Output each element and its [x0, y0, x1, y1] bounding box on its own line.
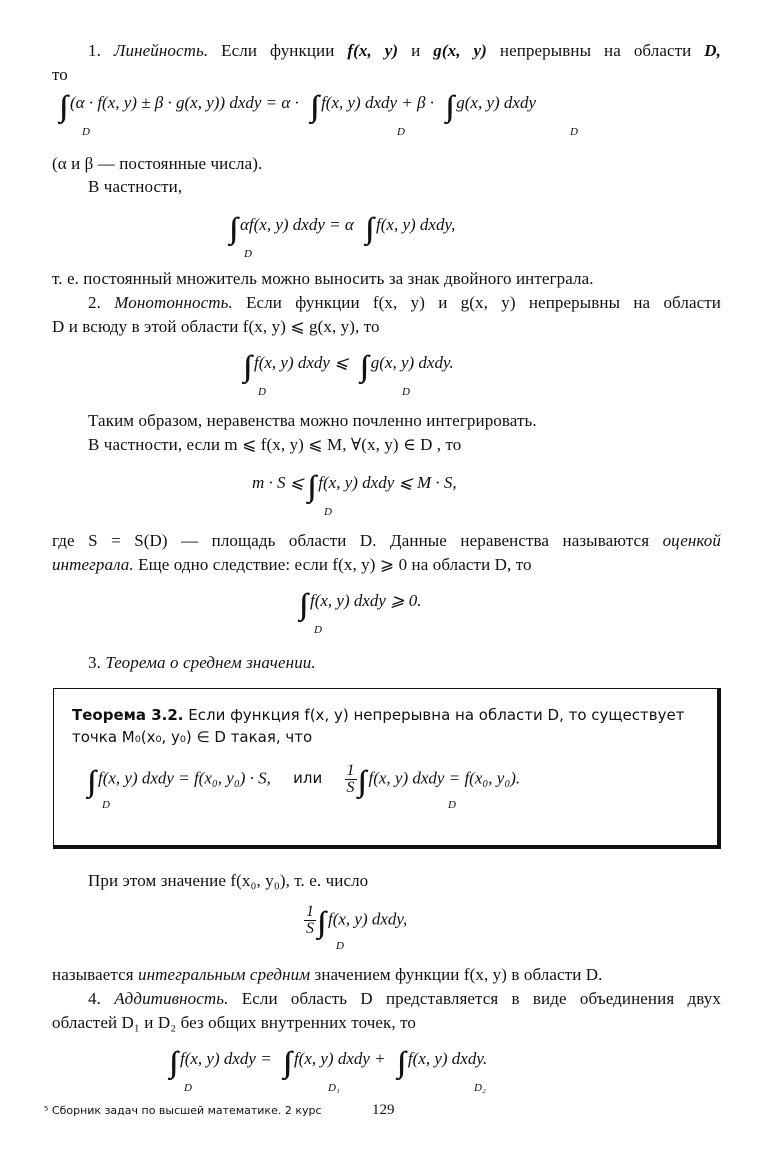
monotonicity-line-2: D и всюду в этой области f(x, y) ⩽ g(x, y), то [52, 317, 380, 336]
equation-constant-factor: αf(x, y) dxdy = α f(x, y) dxdy, D [240, 215, 456, 260]
estimate-line-1: где S = S(D) — площадь области D. Данные неравенства называются оценкой [52, 531, 721, 550]
in-particular-2: В частности, если m ⩽ f(x, y) ⩽ M, ∀(x, y) ∈ D , то [88, 435, 462, 454]
linearity-line-2: то [52, 65, 68, 84]
theorem-line-2: точка M₀(x₀, y₀) ∈ D такая, что [72, 728, 313, 746]
additivity-line-1: 4. Аддитивность. Если область D представляется в виде объединения двух [88, 989, 721, 1008]
theorem-line-1: Теорема 3.2. Если функция f(x, y) непрерывна на области D, то существует [72, 706, 685, 724]
theorem-box [53, 688, 721, 849]
constants-note: (α и β — постоянные числа). [52, 154, 263, 173]
page-number: 129 [372, 1102, 395, 1118]
equation-monotonicity: f(x, y) dxdy ⩽ g(x, y) dxdy. D D [254, 353, 454, 398]
monotonicity-line-1: 2. Монотонность. Если функции f(x, y) и g(x, y) непрерывны на области [88, 293, 721, 312]
additivity-line-2: областей D₁ и D₂ без общих внутренних точек, то [52, 1013, 416, 1032]
term-integral-mean: интегральным средним [138, 965, 311, 984]
inequality-note: Таким образом, неравенства можно почленно интегрировать. [88, 411, 537, 430]
term-additivity: Аддитивность. [114, 989, 229, 1008]
equation-nonnegative: f(x, y) dxdy ⩾ 0. D [310, 591, 422, 636]
term-linearity: Линейность. [113, 41, 209, 60]
in-particular-1: В частности, [88, 177, 183, 196]
mean-value-heading: 3. Теорема о среднем значении. [88, 653, 316, 672]
fraction-one-over-s-2: $\frac{1}{S}$ [306, 903, 314, 937]
integral-mean-line: называется интегральным средним значением функции f(x, y) в области D. [52, 965, 603, 984]
equation-linearity: (α · f(x, y) ± β · g(x, y)) dxdy = α · f(x, y) dxdy + β · g(x, y) dxdy D D D [70, 93, 578, 138]
fraction-one-over-s: $\frac{1}{S}$ [346, 762, 355, 796]
footer-book-title: ⁵ Сборник задач по высшей математике. 2 курс [44, 1104, 322, 1117]
linearity-line-1: 1. Линейность. Если функции f(x, y) и g(x, y) непрерывны на области D, [88, 41, 722, 60]
mean-value-line: При этом значение f(x₀, y₀), т. е. число [88, 871, 369, 890]
equation-additivity: f(x, y) dxdy = f(x, y) dxdy + f(x, y) dxdy. D D₁ D₂ [180, 1049, 488, 1094]
term-monotonicity: Монотонность. [114, 293, 233, 312]
estimate-line-2: интеграла. Еще одно следствие: если f(x, y) ⩾ 0 на области D, то [52, 555, 532, 574]
equation-estimate: m · S ⩽ f(x, y) dxdy ⩽ M · S, D [252, 473, 457, 518]
theorem-title: Теорема 3.2. [72, 706, 184, 724]
equation-mean: $\frac{1}{S}$ f(x, y) dxdy, D [306, 903, 408, 952]
term-estimate: оценкой [662, 531, 721, 550]
constant-factor-note: т. е. постоянный множитель можно выносить за знак двойного интеграла. [52, 269, 594, 288]
theorem-equation: f(x, y) dxdy = f(x₀, y₀) · S, или $\frac{1}{S}$ f(x, y) dxdy = f(x₀, y₀). D D [98, 762, 521, 811]
